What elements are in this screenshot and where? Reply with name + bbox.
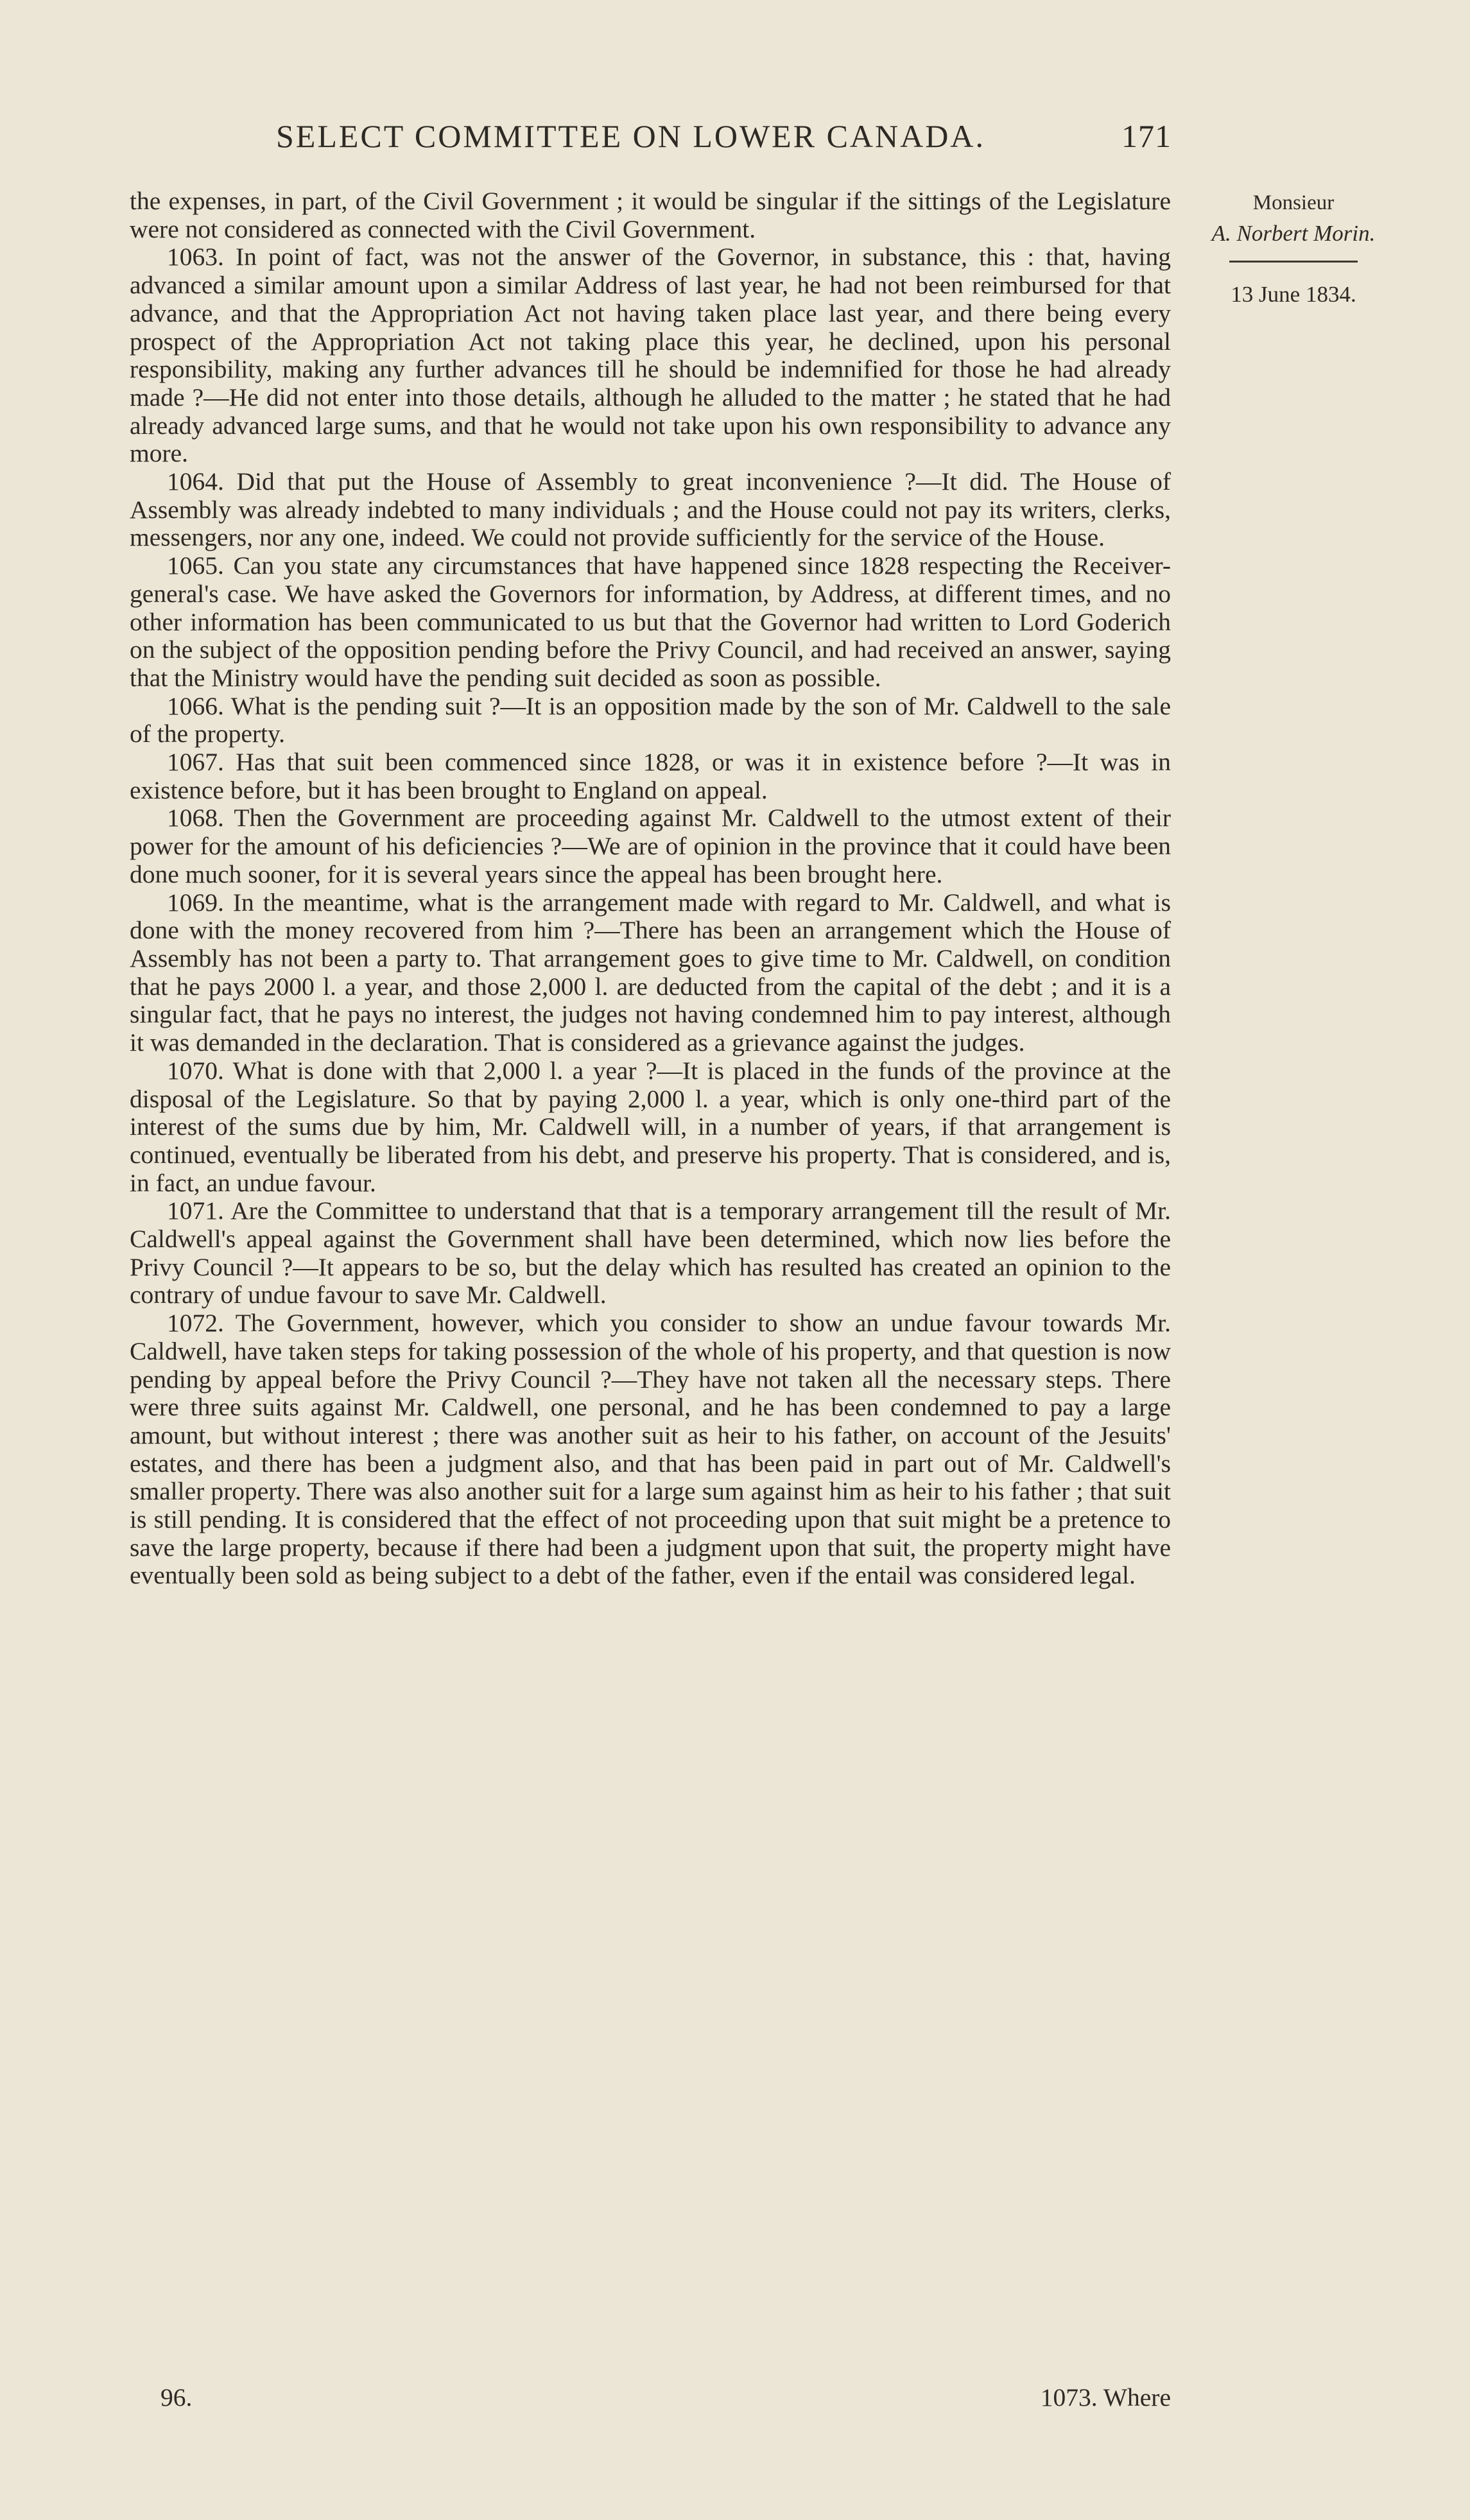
paragraph-continued: the expenses, in part, of the Civil Government ; it would be singular if the sittings of the Legislature were not considered as connected with the Civil Government. [130, 187, 1171, 243]
question-1070: 1070. What is done with that 2,000 l. a year ?—It is placed in the funds of the province at the disposal of the Legislature. So that by paying 2,000 l. a year, which is only one-third part of the interest of the sums due by him, Mr. Caldwell will, in a number of years, if that arrangement is continued, eventually be liberated from his debt, and preserve his property. That is considered, and is, in fact, an undue favour. [130, 1056, 1171, 1197]
question-1068: 1068. Then the Government are proceeding against Mr. Caldwell to the utmost extent of their power for the amount of his deficiencies ?—We are of opinion in the province that it could have been done much sooner, for it is several years since the appeal has been brought here. [130, 804, 1171, 888]
catchword: 1073. Where [1040, 2383, 1171, 2412]
question-1063: 1063. In point of fact, was not the answer of the Governor, in substance, this : that, having advanced a similar amount upon a similar Address of last year, he had not been reimbursed for that advance, and that the Appropriation Act not having taken place last year, and there being every prospect of the Appropriation Act not taking place this year, he declined, upon his personal responsibility, making any further advances till he should be indemnified for those he had already made ?—He did not enter into those details, although he alluded to the matter ; he stated that he had already advanced large sums, and that he would not take upon his own responsibility to advance any more. [130, 243, 1171, 468]
question-1065: 1065. Can you state any circumstances that have happened since 1828 respecting the Receiver-general's case. We have asked the Governors for information, by Address, at different times, and no other information has been communicated to us but that the Governor had written to Lord Goderich on the subject of the opposition pending before the Privy Council, and had received an answer, saying that the Ministry would have the pending suit decided as soon as possible. [130, 551, 1171, 692]
margin-divider [1229, 261, 1358, 263]
running-head [128, 117, 1172, 156]
page-number: 171 [1121, 118, 1172, 154]
question-1072: 1072. The Government, however, which you consider to show an undue favour towards Mr. Caldwell, have taken steps for taking possession of the whole of his property, and that question is now pending by appeal before the Privy Council ?—They have not taken all the necessary steps. There were three suits against Mr. Caldwell, one personal, and he has been condemned to pay a large amount, but without interest ; there was another suit as heir to his father, on account of the Jesuits' estates, and there has been a judgment also, and that has been paid in part out of Mr. Caldwell's smaller property. There was also another suit for a large sum against him as heir to his father ; that suit is still pending. It is considered that the effect of not proceeding upon that suit might be a pretence to save the large property, because if there had been a judgment upon that suit, the property might have eventually been sold as being subject to a debt of the father, even if the entail was considered legal. [130, 1309, 1171, 1590]
page-title: SELECT COMMITTEE ON LOWER CANADA. [276, 118, 985, 154]
question-1069: 1069. In the meantime, what is the arrangement made with regard to Mr. Caldwell, and what is done with the money recovered from him ?—There has been an arrangement which the House of Assembly has not been a party to. That arrangement goes to give time to Mr. Caldwell, on condition that he pays 2000 l. a year, and those 2,000 l. are deducted from the capital of the debt ; and it is a singular fact, that he pays no interest, the judges not having condemned him to pay interest, although it was demanded in the declaration. That is considered as a grievance against the judges. [130, 888, 1171, 1057]
signature-mark: 96. [160, 2383, 193, 2412]
margin-note [1188, 187, 1399, 310]
testimony-date: 13 June 1834. [1231, 282, 1356, 307]
question-1071: 1071. Are the Committee to understand that that is a temporary arrangement till the result of Mr. Caldwell's appeal against the Government shall have been determined, which now lies before the Privy Council ?—It appears to be so, but the delay which has resulted has created an opinion to the contrary of undue favour to save Mr. Caldwell. [130, 1196, 1171, 1309]
page-footer [130, 2383, 1171, 2415]
witness-label: Monsieur [1252, 191, 1335, 214]
question-1066: 1066. What is the pending suit ?—It is an opposition made by the son of Mr. Caldwell to the sale of the property. [130, 691, 1171, 748]
testimony-body [130, 187, 1171, 1590]
question-1064: 1064. Did that put the House of Assembly to great inconvenience ?—It did. The House of Assembly was already indebted to many individuals ; and the House could not pay its writers, clerks, messengers, nor any one, indeed. We could not provide sufficiently for the service of the House. [130, 467, 1171, 552]
witness-name: A. Norbert Morin. [1211, 221, 1376, 246]
question-1067: 1067. Has that suit been commenced since 1828, or was it in existence before ?—It was in existence before, but it has been brought to England on appeal. [130, 748, 1171, 804]
